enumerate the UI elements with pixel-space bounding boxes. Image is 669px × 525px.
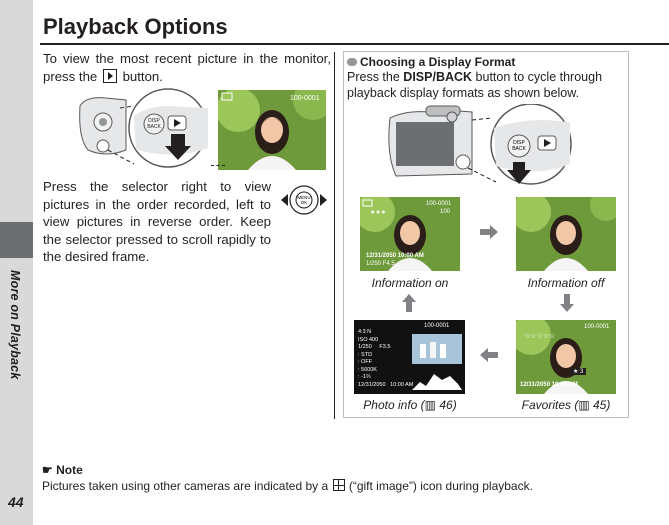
sidebar-band (0, 0, 33, 230)
tip-heading: Choosing a Display Format (347, 55, 515, 69)
format-favorites (516, 320, 616, 394)
caption-favorites: Favorites (▥ 45) (521, 398, 611, 412)
book-icon: ▥ (578, 398, 593, 412)
pointing-hand-icon: ☛ (42, 463, 53, 477)
page-title: Playback Options (43, 14, 228, 39)
info-quality: 100 (440, 209, 451, 215)
camera-detail-illustration (76, 88, 216, 170)
photo-info-lines: 4:3 N ISO 400 1/250 F3.5 : STD : OFF : 5600K : -1⅔ 12/31/2050 10:00 AM (358, 329, 414, 388)
svg-text:DISP: DISP (513, 140, 525, 146)
svg-text:MENU: MENU (297, 195, 311, 200)
info-counter: 100-0001 (426, 201, 452, 207)
info-exposure: 1/250 F4.5 (366, 261, 395, 267)
page-number: 44 (8, 494, 24, 510)
svg-text:DISP: DISP (148, 118, 160, 124)
book-icon: ▥ (424, 398, 440, 412)
note-heading: ☛ Note (42, 463, 83, 477)
title-divider (40, 43, 669, 45)
caption-photo-info: Photo info (▥ 46) (363, 398, 457, 412)
photo-info-thumbnail (412, 334, 462, 390)
format-information-off (516, 197, 616, 271)
info-stars: ★★★ (370, 210, 387, 216)
preview-photo (218, 90, 326, 170)
column-divider (334, 52, 335, 419)
intro-text-end: button. (122, 68, 163, 84)
favorites-rating: ★ 3 (570, 368, 586, 375)
arrow-right-icon (478, 224, 500, 240)
selector-icon (279, 178, 329, 222)
caption-information-on: Information on (371, 276, 449, 290)
preview-frame-counter: 100-0001 (290, 95, 320, 102)
arrow-up-icon (401, 292, 417, 314)
arrow-left-icon (478, 347, 500, 363)
disp-back-key: DISP/BACK (403, 70, 473, 84)
format-photo-info (354, 320, 465, 394)
favorites-counter: 100-0001 (584, 324, 610, 330)
svg-text:BACK: BACK (147, 124, 161, 130)
svg-text:BACK: BACK (512, 146, 526, 152)
sidebar-tab-marker (0, 222, 33, 258)
tip-text: Press the DISP/BACK button to cycle through playback display formats as shown below. (347, 70, 603, 100)
favorites-date: 12/31/2050 10:00 AM (520, 382, 578, 388)
callout-line (211, 165, 225, 166)
selector-paragraph: Press the selector right to view pictures in the order recorded, left to view pictures in reverse order. Keep the selector pressed to scroll rapidly to the desired frame. (43, 179, 271, 264)
svg-text:OK: OK (300, 200, 308, 205)
note-text: Pictures taken using other cameras are indicated by a (“gift image”) icon during playback. (42, 479, 533, 493)
arrow-down-icon (559, 292, 575, 314)
format-information-on (360, 197, 460, 271)
tip-icon (347, 58, 357, 66)
caption-information-off: Information off (527, 276, 605, 290)
photo-info-counter: 100-0001 (424, 323, 450, 329)
camera-illustration (386, 104, 576, 186)
favorites-stars-row: ☆☆☆☆☆ (524, 333, 556, 340)
playback-button-icon (103, 69, 117, 83)
intro-paragraph (43, 50, 331, 85)
section-label: More on Playback (8, 270, 22, 380)
info-date: 12/31/2050 10:00 AM (366, 253, 424, 259)
gift-image-icon (333, 479, 345, 491)
intro-text: To view the most recent picture in the monitor, press the (43, 51, 331, 84)
